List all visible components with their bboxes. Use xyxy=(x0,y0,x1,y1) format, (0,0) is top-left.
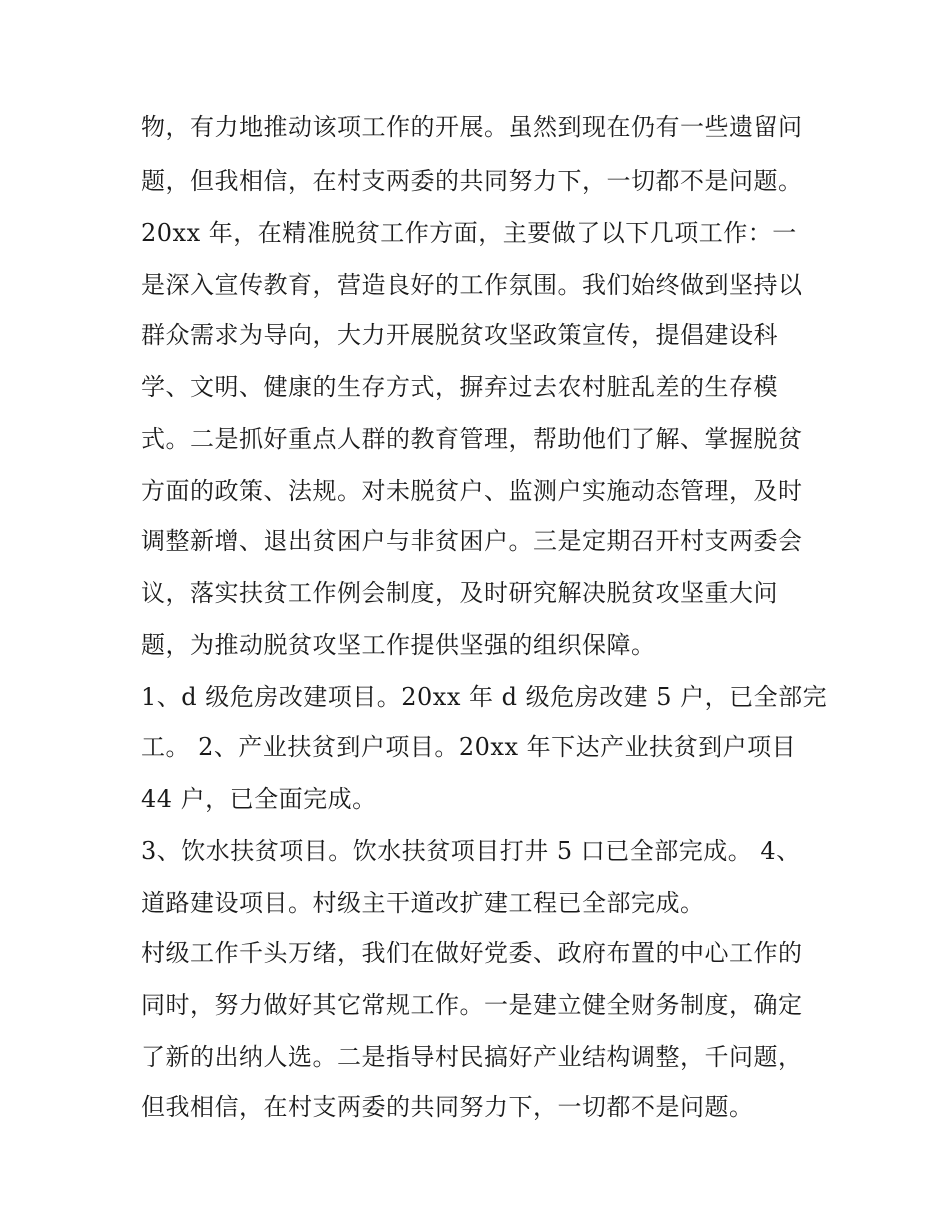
text-line: 学、文明、健康的生存方式，摒弃过去农村脏乱差的生存模 xyxy=(141,373,778,401)
text-line: 1、d 级危房改建项目。20xx 年 d 级危房改建 5 户，已全部完 xyxy=(141,683,828,711)
text-line: 村级工作千头万绪，我们在做好党委、政府布置的中心工作的 xyxy=(141,939,803,967)
text-line: 议，落实扶贫工作例会制度，及时研究解决脱贫攻坚重大问 xyxy=(141,579,778,607)
text-line: 20xx 年，在精准脱贫工作方面，主要做了以下几项工作：一 xyxy=(141,219,797,247)
text-line: 题，但我相信，在村支两委的共同努力下，一切都不是问题。 xyxy=(141,167,803,195)
text-line: 物，有力地推动该项工作的开展。虽然到现在仍有一些遗留问 xyxy=(141,113,803,141)
text-line: 44 户，已全面完成。 xyxy=(141,785,377,813)
text-line: 工。 2、产业扶贫到户项目。20xx 年下达产业扶贫到户项目 xyxy=(141,733,797,761)
text-line: 式。二是抓好重点人群的教育管理，帮助他们了解、掌握脱贫 xyxy=(141,425,803,453)
text-line: 是深入宣传教育，营造良好的工作氛围。我们始终做到坚持以 xyxy=(141,271,803,299)
text-line: 但我相信，在村支两委的共同努力下，一切都不是问题。 xyxy=(141,1093,754,1121)
text-line: 同时，努力做好其它常规工作。一是建立健全财务制度，确定 xyxy=(141,991,803,1019)
text-line: 道路建设项目。村级主干道改扩建工程已全部完成。 xyxy=(141,889,705,917)
text-line: 3、饮水扶贫项目。饮水扶贫项目打井 5 口已全部完成。 4、 xyxy=(141,837,801,865)
text-line: 题，为推动脱贫攻坚工作提供坚强的组织保障。 xyxy=(141,631,656,659)
text-line: 调整新增、退出贫困户与非贫困户。三是定期召开村支两委会 xyxy=(141,527,803,555)
text-line: 方面的政策、法规。对未脱贫户、监测户实施动态管理，及时 xyxy=(141,477,803,505)
text-line: 群众需求为导向，大力开展脱贫攻坚政策宣传，提倡建设科 xyxy=(141,321,778,349)
text-line: 了新的出纳人选。二是指导村民搞好产业结构调整，千问题， xyxy=(141,1043,803,1071)
